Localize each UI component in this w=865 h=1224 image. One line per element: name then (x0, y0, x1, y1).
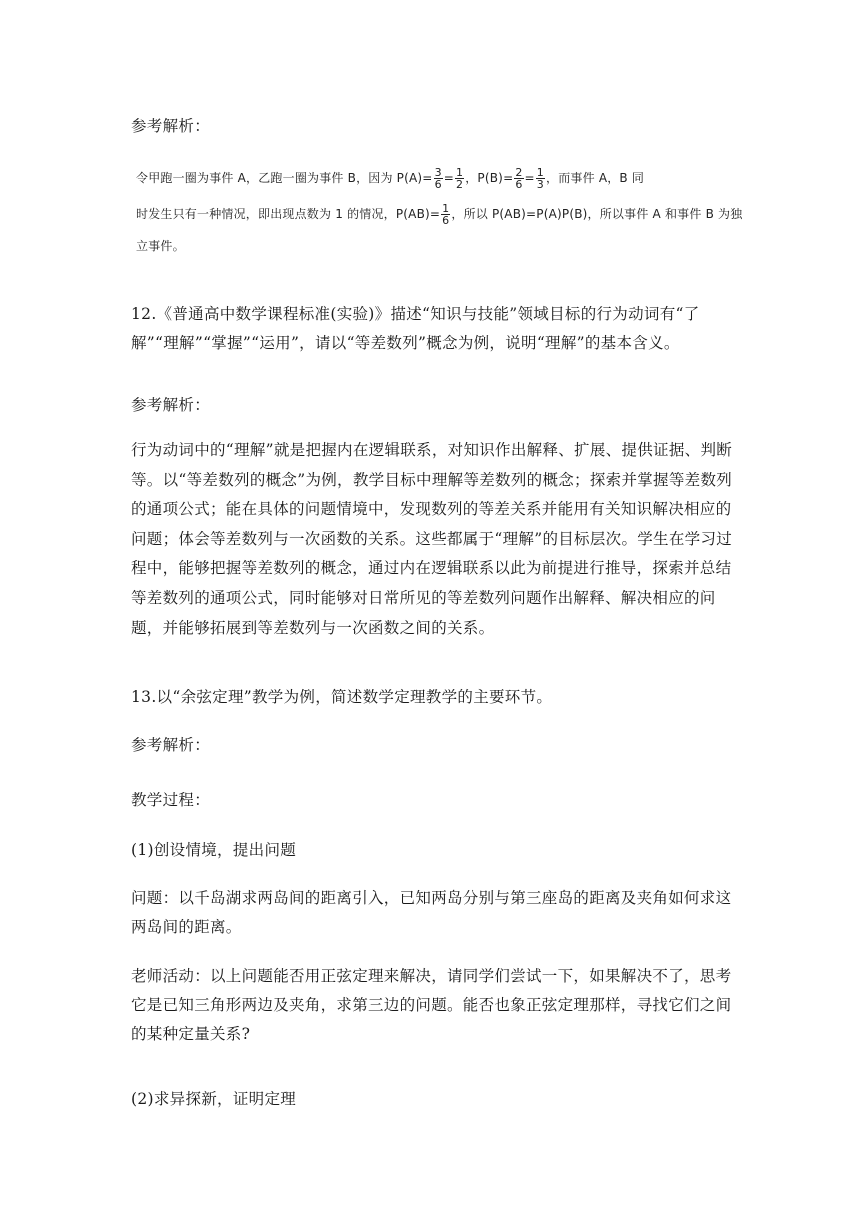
fraction: $\frac{1}{2}$ (456, 166, 464, 191)
step-1-heading: (1)创设情境，提出问题 (131, 841, 297, 859)
teacher-activity-paragraph: 老师活动：以上问题能否用正弦定理来解决，请同学们尝试一下，如果解决不了，思考它是已知三角形两边及夹角，求第三边的问题。能否也象正弦定理那样，寻找它们之间的某种定量关系? (131, 967, 732, 1043)
fraction: $\frac{1}{6}$ (442, 202, 450, 227)
question-13: 13.以“余弦定理”教学为例，简述数学定理教学的主要环节。 (131, 688, 553, 706)
reference-answer-label: 参考解析： (131, 117, 211, 135)
reference-answer-label: 参考解析： (131, 736, 211, 754)
scanned-line-3: 立事件。 (136, 239, 185, 253)
question-12: 12.《普通高中数学课程标准(实验)》描述“知识与技能”领域目标的行为动词有“了解”“理解”“掌握”“运用”，请以“等差数列”概念为例，说明“理解”的基本含义。 (131, 305, 700, 352)
answer-12: 行为动词中的“理解”就是把握内在逻辑联系，对知识作出解释、扩展、提供证据、判断等。以“等差数列的概念”为例，教学目标中理解等差数列的概念；探索并掌握等差数列的通项公式；能在具体的问题情境中，发现数列的等差关系并能用有关知识解决相应的问题；体会等差数列与一次函数的关系。这些都属于“理解”的目标层次。学生在学习过程中，能够把握等差数列的概念，通过内在逻辑联系以此为前提进行推导，探索并总结等差数列的通项公式，同时能够对日常所见的等差数列问题作出解释、解决相应的问题，并能够拓展到等差数列与一次函数之间的关系。 (131, 441, 733, 637)
scanned-solution-image (136, 160, 743, 260)
problem-paragraph: 问题：以千岛湖求两岛间的距离引入，已知两岛分别与第三座岛的距离及夹角如何求这两岛间的距离。 (131, 889, 732, 936)
scanned-line-1: 令甲跑一圈为事件 A，乙跑一圈为事件 B，因为 P(A)= $\frac{3}{6}$ = $\frac{1}{2}$ ，P(B)= $\frac{2}{6}$ = $\frac{1}{3}$ ，而事件 A，B 同 (136, 166, 645, 191)
scanned-line-2: 时发生只有一种情况，即出现点数为 1 的情况，P(AB)= $\frac{1}{6}$ ，所以 P(AB)=P(A)P(B)，所以事件 A 和事件 B 为独 (136, 202, 743, 227)
fraction: $\frac{1}{3}$ (536, 166, 544, 191)
teaching-process-label: 教学过程： (131, 791, 211, 809)
step-2-heading: (2)求异探新，证明定理 (131, 1090, 297, 1108)
fraction: $\frac{3}{6}$ (434, 166, 442, 191)
reference-answer-label: 参考解析： (131, 396, 211, 414)
fraction: $\frac{2}{6}$ (515, 166, 523, 191)
